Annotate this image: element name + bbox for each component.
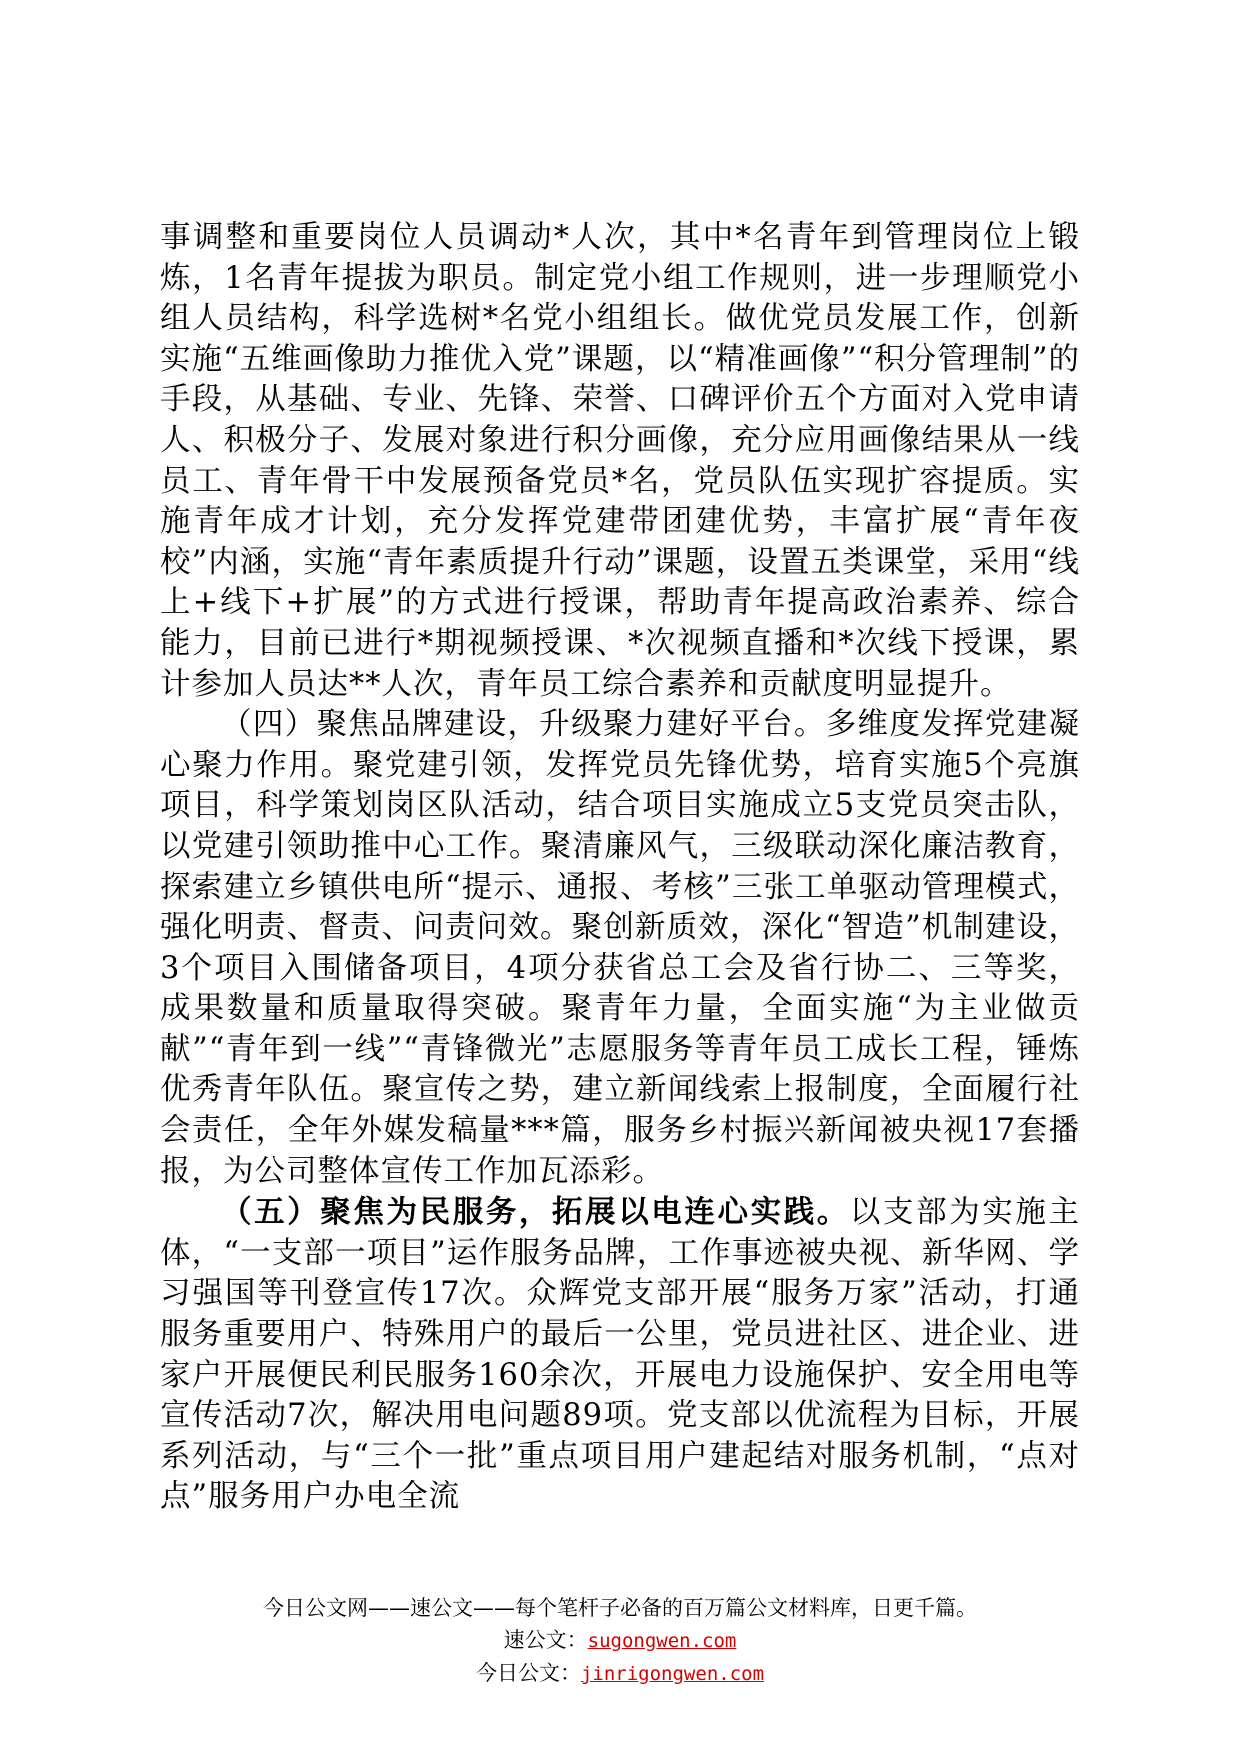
footer-slogan: 今日公文网——速公文——每个笔杆子必备的百万篇公文材料库，日更千篇。 [263, 1596, 977, 1620]
footer-sugongwen-label: 速公文： [503, 1628, 588, 1652]
document-body [160, 218, 1080, 1518]
paragraph-continuation: 事调整和重要岗位人员调动*人次，其中*名青年到管理岗位上锻炼，1名青年提拔为职员。制定党小组工作规则，进一步理顺党小组人员结构，科学选树*名党小组组长。做优党员发展工作，创新实施“五维画像助力推优入党”课题，以“精准画像”“积分管理制”的手段，从基础、专业、先锋、荣誉、口碑评价五个方面对入党申请人、积极分子、发展对象进行积分画像，充分应用画像结果从一线员工、青年骨干中发展预备党员*名，党员队伍实现扩容提质。实施青年成才计划，充分发挥党建带团建优势，丰富扩展“青年夜校”内涵，实施“青年素质提升行动”课题，设置五类课堂，采用“线上+线下+扩展”的方式进行授课，帮助青年提高政治素养、综合能力，目前已进行*期视频授课、*次视频直播和*次线下授课，累计参加人员达**人次，青年员工综合素养和贡献度明显提升。 [160, 220, 1080, 702]
footer-jinrigongwen-label: 今日公文： [475, 1661, 581, 1685]
sugongwen-link[interactable]: sugongwen.com [587, 1630, 737, 1652]
footer [0, 1592, 1240, 1690]
paragraph-section-four: （四）聚焦品牌建设，升级聚力建好平台。多维度发挥党建凝心聚力作用。聚党建引领，发挥党员先锋优势，培育实施5个亮旗项目，科学策划岗区队活动，结合项目实施成立5支党员突击队，以党建引领助推中心工作。聚清廉风气，三级联动深化廉洁教育，探索建立乡镇供电所“提示、通报、考核”三张工单驱动管理模式，强化明责、督责、问责问效。聚创新质效，深化“智造”机制建设，3个项目入围储备项目，4项分获省总工会及省行协二、三等奖，成果数量和质量取得突破。聚青年力量，全面实施“为主业做贡献”“青年到一线”“青锋微光”志愿服务等青年员工成长工程，锤炼优秀青年队伍。聚宣传之势，建立新闻线索上报制度，全面履行社会责任，全年外媒发稿量***篇，服务乡村振兴新闻被央视17套播报，为公司整体宣传工作加瓦添彩。 [160, 707, 1080, 1189]
jinrigongwen-link[interactable]: jinrigongwen.com [580, 1663, 765, 1685]
section-five-body: 以支部为实施主体，“一支部一项目”运作服务品牌，工作事迹被央视、新华网、学习强国等刊登宣传17次。众辉党支部开展“服务万家”活动，打通服务重要用户、特殊用户的最后一公里，党员进社区、进企业、进家户开展便民利民服务160余次，开展电力设施保护、安全用电等宣传活动7次，解决用电问题89项。党支部以优流程为目标，开展系列活动，与“三个一批”重点项目用户建起结对服务机制，“点对点”服务用户办电全流 [160, 1195, 1081, 1515]
section-five-heading: （五）聚焦为民服务，拓展以电连心实践。 [221, 1194, 850, 1231]
paragraph-section-five [160, 1192, 1080, 1518]
footer-line-jinrigongwen [0, 1657, 1240, 1690]
footer-line-sugongwen [0, 1624, 1240, 1657]
